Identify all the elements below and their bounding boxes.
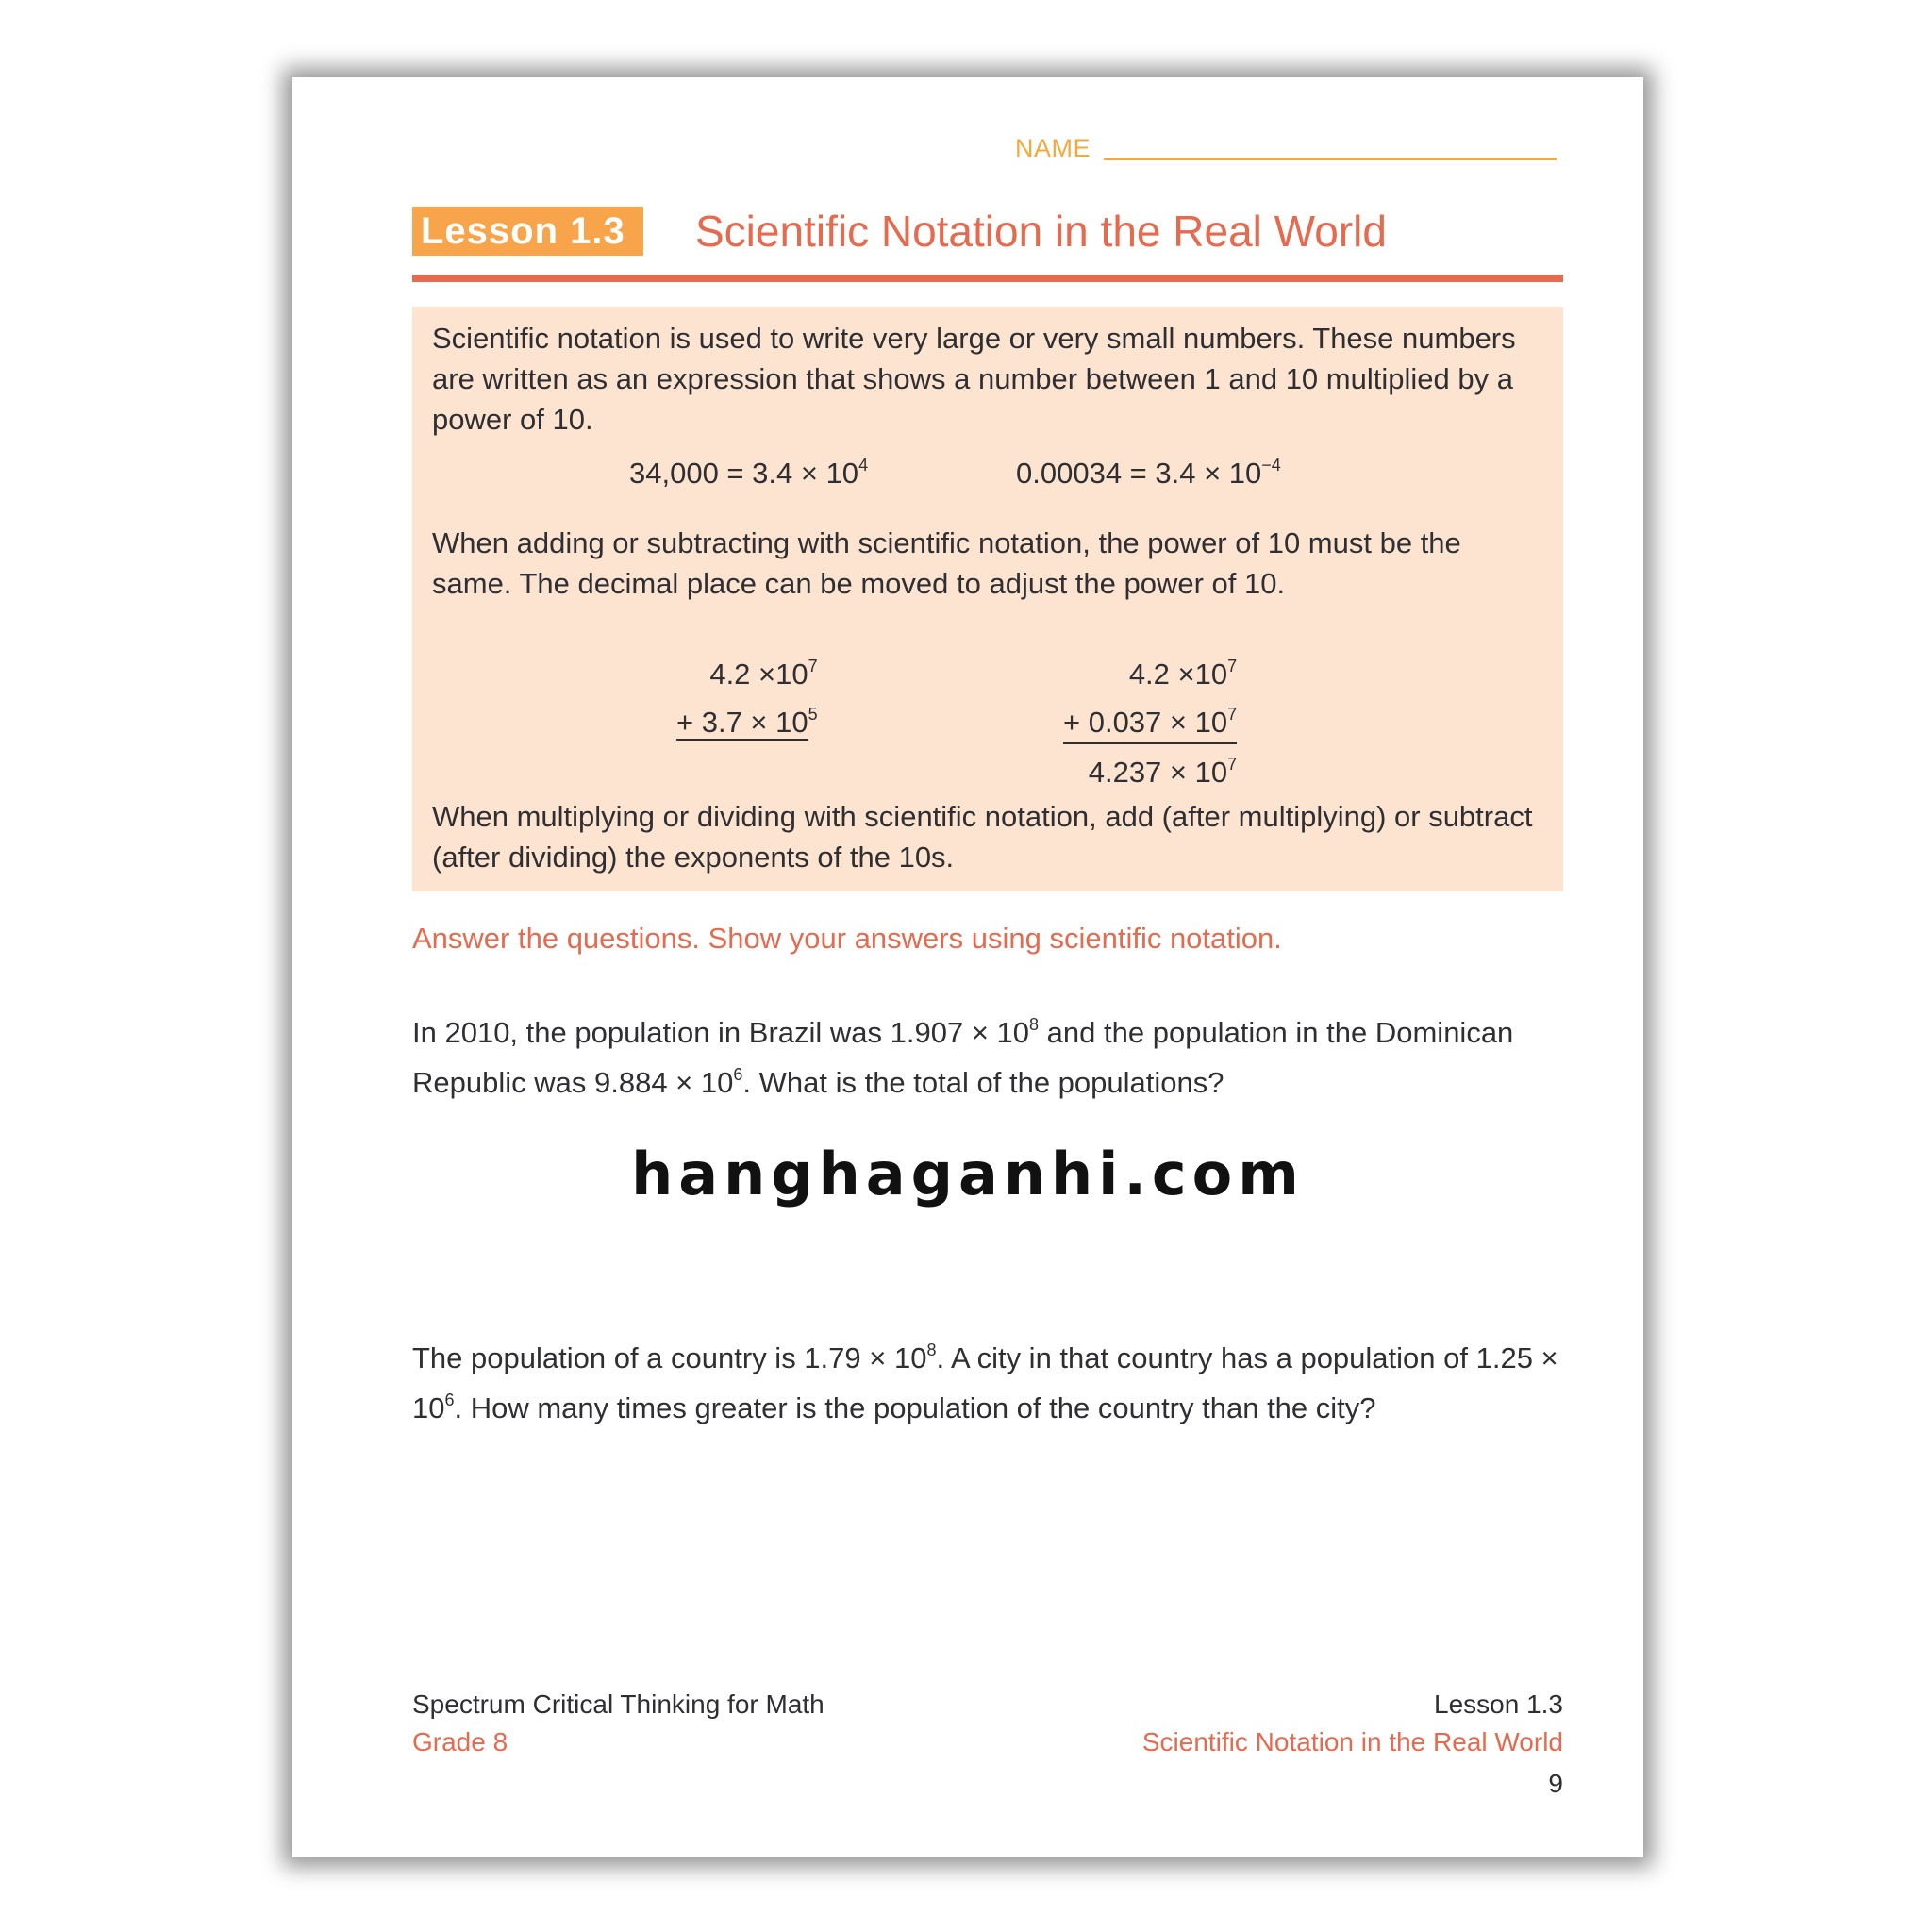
question-1-exponent-2: 6 [733,1065,743,1084]
info-paragraph-1: Scientific notation is used to write very large or very small numbers. These numbers are written as an expression that shows a number between 1 and 10 multiplied by a power of 10. [432,322,1516,436]
calc-right-line-1-exponent: 7 [1227,657,1238,675]
calc-left-line-1-exponent: 7 [808,657,818,675]
question-1 [412,1004,1573,1104]
example-equation-1-base: 34,000 = 3.4 × 10 [629,457,859,490]
calc-right-line-3-exponent: 7 [1227,755,1238,774]
question-1-exponent-1: 8 [1029,1015,1040,1034]
footer-grade: Grade 8 [412,1727,508,1757]
lesson-header [412,207,1563,282]
addition-example-aligned [1063,646,1237,792]
name-line [1104,158,1557,160]
calc-right-line-3-base: 4.237 × 10 [1088,756,1228,789]
info-paragraph-2: When adding or subtracting with scientific notation, the power of 10 must be the same. The decimal place can be moved to adjust the power of 10. [432,526,1461,600]
question-1-part-3: . What is the total of the populations? [742,1066,1224,1099]
instruction-text: Answer the questions. Show your answers using scientific notation. [412,922,1282,955]
footer-right [1142,1686,1563,1803]
calc-right-line-2-exponent: 7 [1227,705,1238,724]
page-number: 9 [1548,1769,1563,1798]
calc-right-line-1 [1063,646,1237,694]
question-1-part-1: In 2010, the population in Brazil was 1.907 × 10 [412,1016,1030,1049]
example-equation-2-base: 0.00034 = 3.4 × 10 [1016,457,1262,490]
watermark: hanghaganhi.com [631,1140,1305,1208]
question-2-exponent-1: 8 [926,1341,937,1359]
example-equation-1 [629,456,868,491]
question-2-part-2: . A city in that country has a population of 1.25 × 10 [412,1341,1558,1424]
calc-right-line-2-base: + 0.037 × 10 [1063,706,1228,739]
lesson-title: Scientific Notation in the Real World [695,207,1387,256]
footer-book-title: Spectrum Critical Thinking for Math [412,1690,824,1719]
calc-left-line-1-base: 4.2 ×10 [709,658,808,691]
example-equation-2 [1016,456,1281,491]
info-paragraph-3: When multiplying or dividing with scientific notation, add (after multiplying) or subtract (after dividing) the exponents of the 10s. [432,800,1533,874]
question-1-part-2: and the population in the Dominican Republic was 9.884 × 10 [412,1016,1514,1099]
calc-left-line-2-base: + 3.7 × 10 [676,706,808,739]
footer-lesson-title: Scientific Notation in the Real World [1141,1727,1563,1757]
calc-left-line-1 [676,646,818,694]
example-equation-2-exponent: −4 [1261,456,1281,475]
footer-lesson: Lesson 1.3 [1434,1690,1563,1719]
question-2-part-3: . How many times greater is the population of the country than the city? [454,1391,1376,1424]
addition-example-unaligned [676,646,818,742]
name-row [1015,134,1557,163]
question-2-part-1: The population of a country is 1.79 × 10 [412,1341,927,1374]
calc-left-line-2 [676,694,818,742]
footer-left [412,1686,824,1761]
question-2-exponent-2: 6 [444,1391,455,1409]
info-box [412,307,1563,891]
calc-left-line-2-underlined [676,706,808,741]
example-equation-1-exponent: 4 [858,456,869,475]
lesson-badge: Lesson 1.3 [412,207,643,256]
calc-left-line-2-exponent: 5 [808,705,818,724]
worksheet-page [292,77,1643,1857]
calc-right-line-1-base: 4.2 ×10 [1128,658,1228,691]
calc-right-line-3 [1063,744,1237,792]
name-label: NAME [1015,134,1091,162]
calc-right-line-2 [1063,694,1237,744]
question-2 [412,1329,1573,1429]
